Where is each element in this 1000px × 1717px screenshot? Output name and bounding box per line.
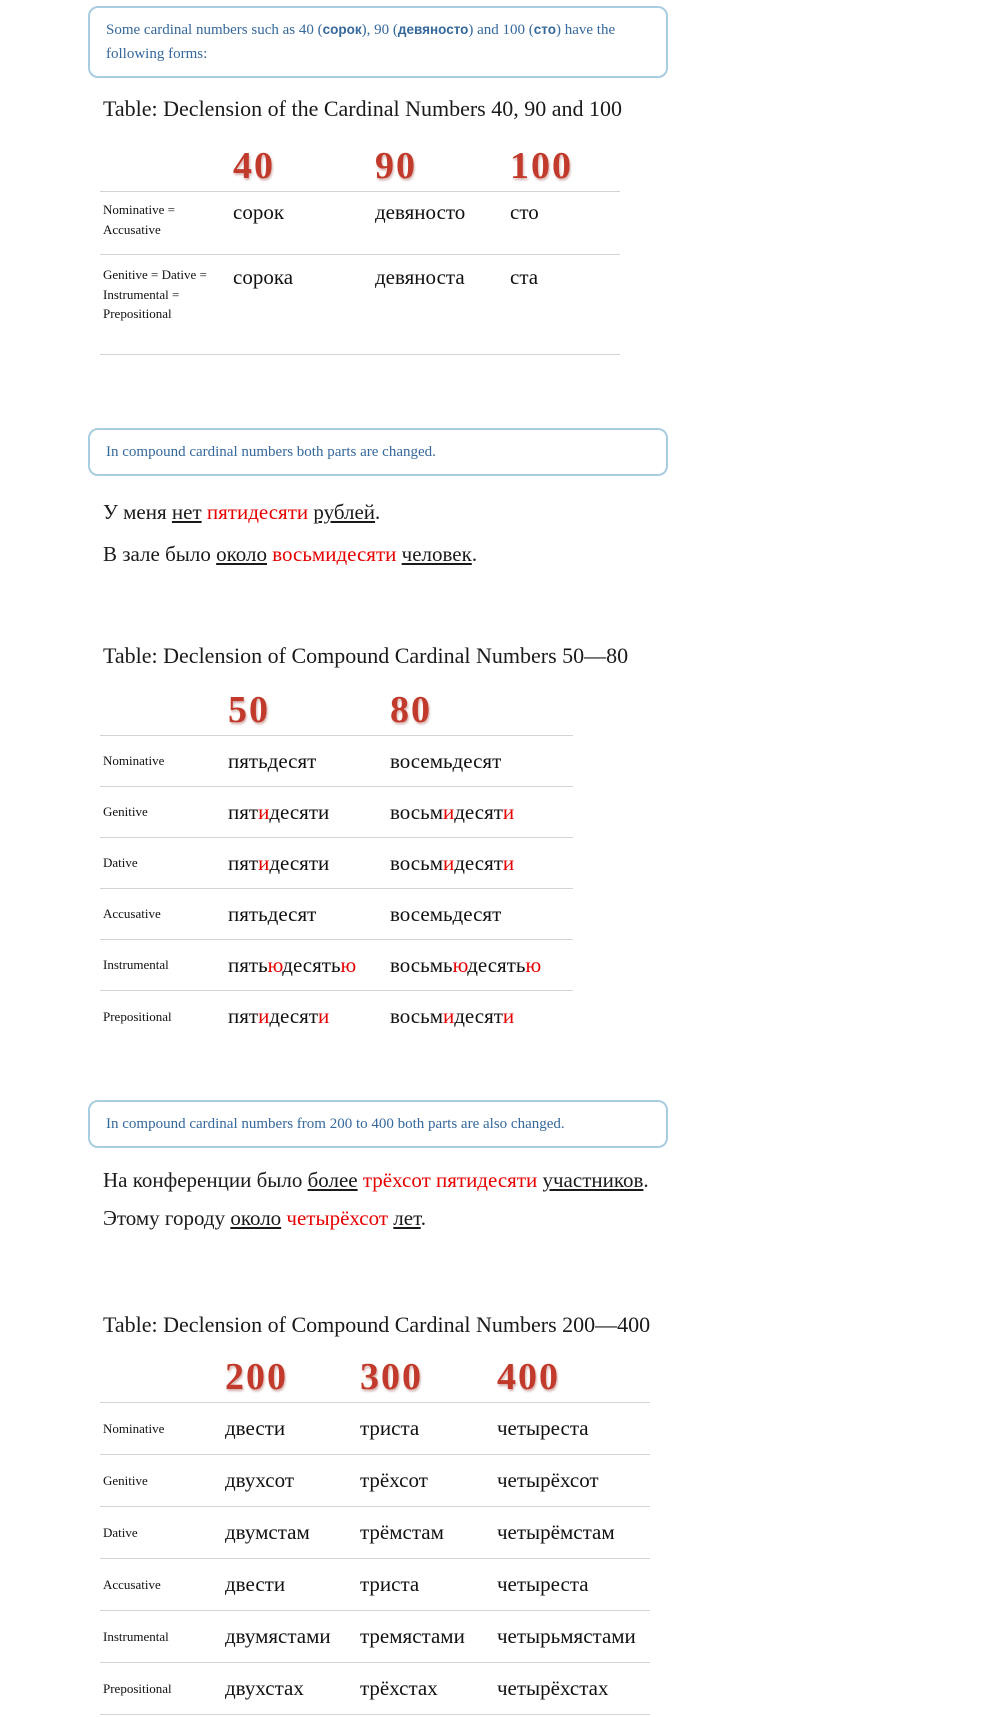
declension-table-40-90-100 [100,133,620,355]
text-run: девяносто [375,200,466,224]
row-case-label: Genitive [103,1472,148,1488]
header-cell [390,691,573,735]
red-highlight-text: ю [267,952,283,977]
text-run: двести [225,1416,286,1440]
text-run: восьм [390,850,443,875]
red-highlight-text: и [502,1004,515,1028]
table-row [100,1455,650,1507]
table-row [100,991,573,1042]
red-highlight-text: и [502,850,515,875]
header-cell [228,691,390,735]
red-highlight-text: и [258,799,270,824]
table-cell [228,902,390,927]
red-highlight-text: и [258,850,270,875]
text-run: восьм [390,799,443,824]
table-cell [497,1624,650,1649]
table-row [100,255,620,355]
big-number: 90 [375,145,417,187]
red-highlight-text: и [442,1004,455,1028]
table-cell [360,1676,497,1701]
header-cell [497,1358,650,1402]
text-run: двухсот [225,1468,294,1492]
text-run: десят [454,799,503,824]
row-case-label: Genitive = Dative = Instrumental = Prepositional [103,267,207,321]
table-cell [497,1520,650,1545]
red-highlight-text: и [258,1004,270,1028]
red-highlight-text: ю [452,952,468,977]
table-row [100,1403,650,1455]
red-highlight-text: и [442,799,455,824]
table-cell [390,1004,573,1029]
text-run: У меня [103,500,172,524]
red-highlight-text: восьмидесяти [272,542,397,566]
text-run: десят [454,850,503,875]
text-run: двумстам [225,1520,310,1544]
text-run: трёхстах [360,1676,438,1700]
text-run: триста [360,1572,420,1596]
text-run: двухстах [225,1676,304,1700]
text-run: четырёмстам [497,1520,615,1544]
table-row [100,889,573,940]
note-callout-compound-changed [88,428,668,476]
underlined-word: человек [401,542,472,566]
text-run: десят [269,1004,319,1028]
text-run: четыреста [497,1572,589,1596]
table-cell [360,1468,497,1493]
table-header-row [100,133,620,192]
text-run: . [420,1206,426,1230]
text-run: восьм [390,1004,443,1028]
note-text [106,1116,565,1132]
text-run: десять [467,952,526,977]
big-number: 100 [510,145,573,187]
text-run: пят [228,1004,259,1028]
red-highlight-text: и [502,799,515,824]
text-run: восьмь [390,952,453,977]
text-run: пятьдесят [228,748,317,773]
table-cell [497,1416,650,1441]
text-run: . [643,1168,649,1192]
table-cell [233,200,375,225]
example-sentence-2 [103,542,477,567]
text-run: . [375,500,381,524]
header-cell [360,1358,497,1402]
row-case-label: Prepositional [103,1680,172,1696]
text-run: сорока [233,265,294,289]
text-run: четыреста [497,1416,589,1440]
row-case-label: Nominative [103,1420,165,1436]
text-run: четырёхсот [497,1468,599,1492]
table-cell [390,902,573,927]
declension-table-200-400 [100,1357,650,1715]
note-text [106,22,615,62]
table-row [100,1611,650,1663]
table-cell [360,1624,497,1649]
text-run: ) have the following forms: [106,22,616,62]
declension-table-50-80 [100,688,573,1042]
row-case-label: Nominative = Accusative [103,202,175,237]
table-cell [228,953,390,978]
text-run: Этому городу [103,1206,231,1230]
table-row [100,192,620,255]
table-cell [228,1004,390,1029]
table-row [100,1507,650,1559]
example-sentence-1 [103,500,380,525]
red-highlight-text: ю [340,952,357,977]
red-highlight-text: и [318,1004,330,1028]
text-run: десяти [269,850,330,875]
table-cell [390,851,573,876]
text-run: In compound cardinal numbers from 200 to 400 both parts are also changed. [106,1116,565,1132]
table-cell [233,265,375,290]
table-cell [225,1416,360,1441]
note-callout-cardinal-forms [88,6,668,78]
red-highlight-text: пятидесяти [206,500,309,524]
table-cell [225,1624,360,1649]
table-cell [390,953,573,978]
row-case-label: Genitive [103,804,148,820]
bold-term: девяносто [397,22,469,37]
text-run: четырьмястами [497,1624,636,1648]
example-sentence-3 [103,1168,649,1193]
table-1-title: Table: Declension of the Cardinal Numbers 40, 90 and 100 [103,96,622,121]
text-run: четырёхстах [497,1676,609,1700]
text-run: трёмстам [360,1520,444,1544]
text-run: пят [228,850,259,875]
bold-term: сорок [322,22,362,37]
underlined-word: более [307,1168,358,1192]
big-number: 50 [228,689,270,731]
text-run: Some cardinal numbers such as 40 ( [106,22,323,38]
big-number: 80 [390,689,432,731]
text-run: тремястами [360,1624,465,1648]
text-run: . [471,542,478,566]
table-cell [228,800,390,825]
row-case-label: Instrumental [103,1628,169,1644]
text-run: десяти [269,799,330,824]
table-cell [390,749,573,774]
underlined-word: рублей [313,500,376,524]
row-case-label: Instrumental [103,957,169,973]
underlined-word: около [230,1206,282,1230]
text-run: двести [225,1572,286,1596]
table-cell [225,1572,360,1597]
table-cell [510,200,620,225]
underlined-word: участников [542,1168,644,1192]
table-cell [360,1520,497,1545]
table-row [100,787,573,838]
table-cell [375,265,510,290]
big-number: 40 [233,145,275,187]
underlined-word: нет [171,500,202,524]
table-header-row [100,688,573,736]
text-run: десять [282,952,341,977]
table-3-title: Table: Declension of Compound Cardinal Numbers 200—400 [103,1312,651,1337]
table-cell [375,200,510,225]
text-run: пят [228,799,259,824]
text-run: сорок [233,200,285,224]
header-cell [510,147,620,191]
row-case-label: Accusative [103,906,161,922]
table-row [100,1559,650,1611]
table-row [100,736,573,787]
table-cell [228,851,390,876]
row-case-label: Accusative [103,1576,161,1592]
big-number: 200 [225,1356,288,1398]
bold-term: сто [533,22,556,37]
text-run: пятьдесят [228,901,317,926]
table-cell [497,1676,650,1701]
header-cell [225,1358,360,1402]
table-header-row [100,1357,650,1403]
table-2-title: Table: Declension of Compound Cardinal Numbers 50—80 [103,643,629,668]
row-case-label: Nominative [103,753,165,769]
red-highlight-text: ю [525,952,542,977]
table-cell [360,1416,497,1441]
example-sentence-4 [103,1206,426,1231]
text-run: триста [360,1416,420,1440]
table-cell [228,749,390,774]
text-run: В зале было [103,542,217,566]
row-case-label: Dative [103,855,138,871]
table-cell [497,1572,650,1597]
note-text [106,444,436,460]
text-run: ) and 100 ( [468,22,534,38]
text-run: двумястами [225,1624,331,1648]
note-callout-200-400-changed [88,1100,668,1148]
text-run: На конференции было [103,1168,308,1192]
big-number: 400 [497,1356,560,1398]
big-number: 300 [360,1356,423,1398]
table-row [100,1663,650,1715]
red-highlight-text: четырёхсот [286,1206,389,1230]
header-cell [375,147,510,191]
text-run: ), 90 ( [361,22,398,38]
text-run: восемьдесят [390,748,502,773]
red-highlight-text: трёхсот пятидесяти [362,1168,538,1192]
text-run: девяноста [375,265,465,289]
text-run: десят [454,1004,503,1028]
header-cell [233,147,375,191]
table-cell [510,265,620,290]
text-run: In compound cardinal numbers both parts are changed. [106,444,436,460]
table-cell [225,1468,360,1493]
text-run: ста [510,265,539,289]
table-cell [225,1520,360,1545]
table-cell [390,800,573,825]
table-cell [497,1468,650,1493]
table-cell [360,1572,497,1597]
table-row [100,838,573,889]
red-highlight-text: и [442,850,455,875]
text-run: трёхсот [360,1468,428,1492]
underlined-word: лет [393,1206,421,1230]
underlined-word: около [216,542,267,566]
text-run: сто [510,200,539,224]
table-cell [225,1676,360,1701]
text-run: восемьдесят [390,901,502,926]
row-case-label: Dative [103,1524,138,1540]
row-case-label: Prepositional [103,1008,172,1024]
text-run: пять [228,952,268,977]
table-row [100,940,573,991]
